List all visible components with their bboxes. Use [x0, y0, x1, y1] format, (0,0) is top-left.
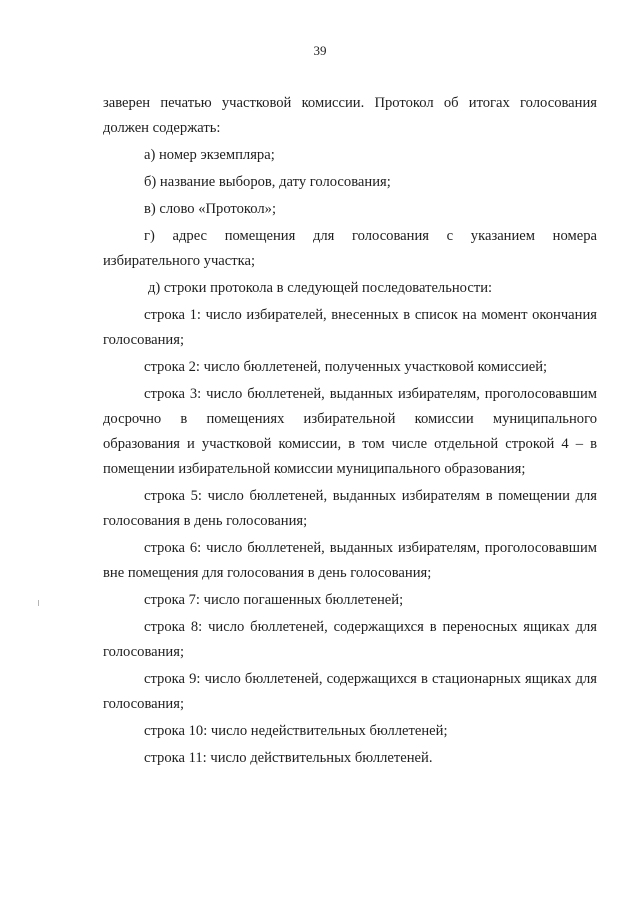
paragraph-intro: заверен печатью участковой комиссии. Протокол об итогах голосования должен содержать: — [103, 95, 597, 136]
list-item-d: д) строки протокола в следующей последовательности: — [148, 280, 493, 296]
list-item-v: в) слово «Протокол»; — [144, 201, 276, 217]
list-item-g: г) адрес помещения для голосования с указанием номера избирательного участка; — [103, 228, 597, 269]
list-item-b: б) название выборов, дату голосования; — [144, 174, 391, 190]
protocol-line-1: строка 1: число избирателей, внесенных в список на момент окончания голосования; — [103, 307, 597, 348]
protocol-line-7: строка 7: число погашенных бюллетеней; — [144, 592, 404, 608]
scan-artifact — [38, 600, 39, 606]
protocol-line-11: строка 11: число действительных бюллетеней. — [144, 750, 433, 766]
protocol-line-3: строка 3: число бюллетеней, выданных избирателям, проголосовавшим досрочно в помещениях избирательной комиссии муниципального образования и участковой комиссии, в том числе отдельной строкой 4 – в помещении избирательной комиссии муниципального образования; — [103, 386, 597, 477]
protocol-line-8: строка 8: число бюллетеней, содержащихся в переносных ящиках для голосования; — [103, 619, 597, 660]
protocol-line-5: строка 5: число бюллетеней, выданных избирателям в помещении для голосования в день голосования; — [103, 488, 597, 529]
protocol-line-10: строка 10: число недействительных бюллетеней; — [144, 723, 448, 739]
protocol-line-6: строка 6: число бюллетеней, выданных избирателям, проголосовавшим вне помещения для голосования в день голосования; — [103, 540, 597, 581]
protocol-line-9: строка 9: число бюллетеней, содержащихся в стационарных ящиках для голосования; — [103, 671, 597, 712]
list-item-a: а) номер экземпляра; — [144, 147, 275, 163]
page-number: 39 — [313, 43, 327, 58]
document-body — [103, 91, 597, 773]
protocol-line-2: строка 2: число бюллетеней, полученных участковой комиссией; — [144, 359, 548, 375]
